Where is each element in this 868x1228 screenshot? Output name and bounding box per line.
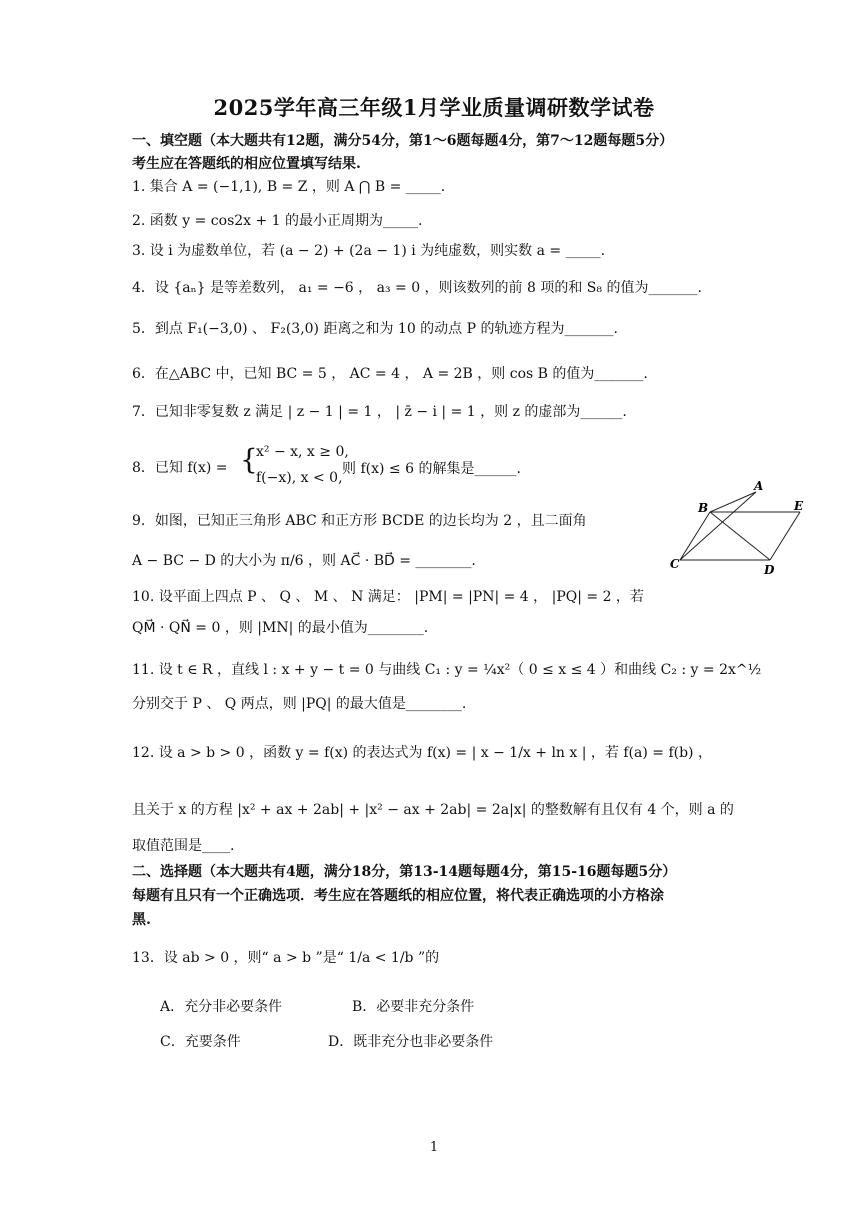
section2-heading: 二、选择题（本大题共有4题，满分18分，第13-14题每题4分，第15-16题每题5分）: [132, 864, 677, 880]
question-2: 2. 函数 y = cos2x + 1 的最小正周期为_____.: [132, 213, 423, 229]
edge-bc: [680, 512, 710, 560]
option-d: D．既非充分也非必要条件: [328, 1034, 494, 1050]
question-11-line1: 11. 设 t ∈ R ，直线 l : x + y − t = 0 与曲线 C₁ : y = ¼x²（ 0 ≤ x ≤ 4 ）和曲线 C₂ : y = 2x^½: [132, 662, 762, 678]
question-8-case2: f(−x), x < 0,: [256, 470, 343, 486]
question-9-line2: A − BC − D 的大小为 π/6 ，则 AC⃗ · BD⃗ = ________.: [132, 553, 476, 569]
edge-bd: [710, 512, 770, 560]
question-8-case1: x² − x, x ≥ 0,: [256, 444, 349, 460]
option-c: C．充要条件: [160, 1034, 241, 1050]
page-number: 1: [429, 1140, 439, 1155]
question-10-line1: 10. 设平面上四点 P 、 Q 、 M 、 N 满足： |PM| = |PN| = 4 ， |PQ| = 2 ，若: [132, 589, 644, 605]
label-e: E: [794, 499, 804, 513]
question-10-line2: QM⃗ · QN⃗ = 0 ，则 |MN| 的最小值为________.: [132, 620, 429, 636]
label-b: B: [698, 501, 709, 515]
question-3: 3. 设 i 为虚数单位，若 (a − 2) + (2a − 1) i 为纯虚数，则实数 a = _____.: [132, 243, 606, 259]
question-5: 5．到点 F₁(−3,0) 、 F₂(3,0) 距离之和为 10 的动点 P 的轨迹方程为_______.: [132, 321, 618, 337]
section2-instruction-2: 黑.: [132, 912, 151, 928]
question-8-suffix: 则 f(x) ≤ 6 的解集是______.: [342, 461, 521, 477]
page-title: 2025学年高三年级1月学业质量调研数学试卷: [213, 95, 655, 120]
section1-heading: 一、填空题（本大题共有12题，满分54分，第1～6题每题4分，第7～12题每题5分）: [132, 133, 674, 149]
label-c: C: [670, 557, 680, 571]
question-12-line3: 取值范围是____.: [132, 838, 235, 854]
question-4: 4．设 {aₙ} 是等差数列， a₁ = −6 ， a₃ = 0 ，则该数列的前 8 项的和 S₈ 的值为_______.: [132, 280, 702, 296]
question-9-line1: 9．如图，已知正三角形 ABC 和正方形 BCDE 的边长均为 2 ，且二面角: [132, 513, 587, 529]
question-12-line2: 且关于 x 的方程 |x² + ax + 2ab| + |x² − ax + 2ab| = 2a|x| 的整数解有且仅有 4 个，则 a 的: [132, 802, 734, 818]
question-11-line2: 分别交于 P 、 Q 两点，则 |PQ| 的最大值是________.: [132, 696, 467, 712]
geometry-figure: [664, 480, 814, 580]
section2-instruction-1: 每题有且只有一个正确选项．考生应在答题纸的相应位置，将代表正确选项的小方格涂: [132, 888, 664, 904]
edge-de: [770, 512, 800, 560]
question-8-prefix: 8．已知 f(x) =: [132, 460, 228, 476]
edge-ba: [710, 492, 756, 512]
question-6: 6．在△ABC 中，已知 BC = 5 ， AC = 4 ， A = 2B ，则 cos B 的值为_______.: [132, 366, 648, 382]
question-1: 1. 集合 A = (−1,1), B = Z ，则 A ⋂ B = _____.: [132, 179, 446, 195]
brace: {: [240, 443, 258, 476]
option-a: A．充分非必要条件: [160, 999, 283, 1015]
option-b: B．必要非充分条件: [352, 999, 475, 1015]
label-d: D: [764, 563, 775, 577]
label-a: A: [754, 480, 764, 493]
section1-instruction: 考生应在答题纸的相应位置填写结果.: [132, 156, 361, 172]
edge-ca: [680, 492, 756, 560]
question-12-line1: 12. 设 a > b > 0 ，函数 y = f(x) 的表达式为 f(x) = | x − 1/x + ln x | ，若 f(a) = f(b) ，: [132, 745, 712, 761]
question-13-stem: 13．设 ab > 0 ，则“ a > b ”是“ 1/a < 1/b ”的: [132, 950, 440, 966]
question-7: 7．已知非零复数 z 满足 | z − 1 | = 1 ， | z̄ − i | = 1 ，则 z 的虚部为______.: [132, 404, 627, 420]
